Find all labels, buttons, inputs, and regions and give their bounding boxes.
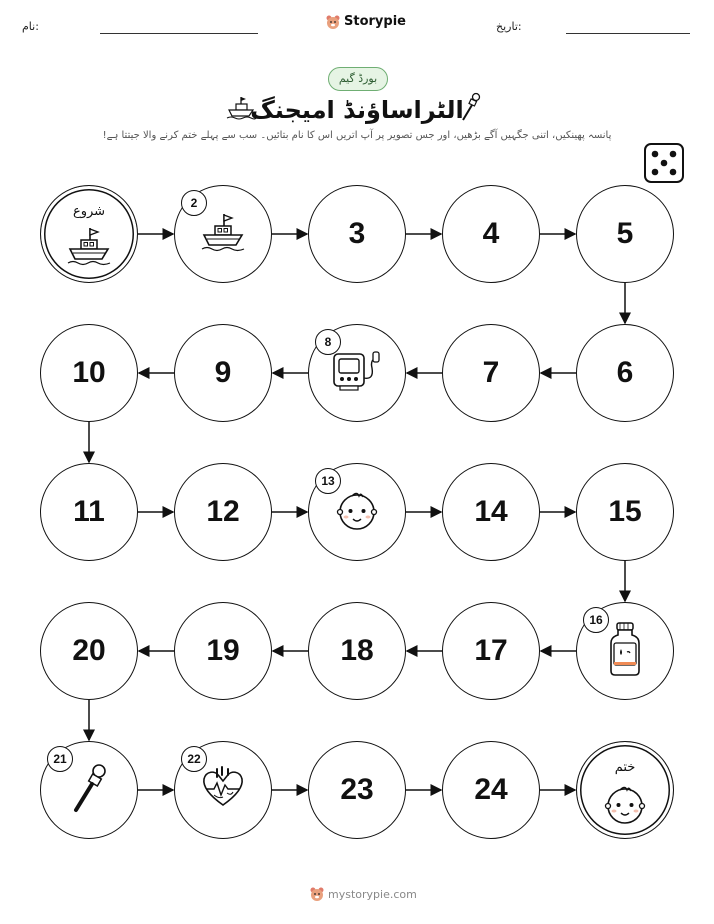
board-space-12 [174,463,272,561]
space-number: 17 [474,634,508,667]
board-space-3 [308,185,406,283]
board-space-24 [442,741,540,839]
space-number-badge: 13 [315,468,341,494]
baby-face-icon [335,488,379,536]
board-space-6 [576,324,674,422]
date-label: تاریخ: [496,20,522,33]
board-space-9 [174,324,272,422]
board-space-18 [308,602,406,700]
space-number-badge: 16 [583,607,609,633]
board-space-22 [174,741,272,839]
space-number: 23 [340,773,374,806]
space-number: 19 [206,634,240,667]
board-space-19 [174,602,272,700]
board-space-13 [308,463,406,561]
board-space-14 [442,463,540,561]
space-number: 9 [214,356,232,389]
board-space-11 [40,463,138,561]
board-space-20 [40,602,138,700]
space-number-badge: 22 [181,746,207,772]
finish-space [576,741,674,839]
bear-icon [310,887,324,901]
board-space-10 [40,324,138,422]
board-space-23 [308,741,406,839]
space-number: 5 [616,217,634,250]
footer [310,887,417,901]
board-space-8 [308,324,406,422]
space-number: 4 [482,217,500,250]
space-number: 12 [206,495,240,528]
space-number-badge: 8 [315,329,341,355]
finish-label: ختم [614,760,636,775]
space-number: 24 [474,773,508,806]
board-space-5 [576,185,674,283]
ultrasound-probe-icon [69,762,109,818]
instructions: پانسہ پھینکیں، اتنی جگہیں آگے بڑھیں، اور جس تصویر پر آپ اتریں اس کا نام بتائیں۔ سب سے پہلے ختم کرنے والا جیتتا ہے! [102,130,612,141]
board-space-16 [576,602,674,700]
brand-name: Storypie [344,14,406,29]
space-number: 10 [72,356,106,389]
space-number-badge: 2 [181,190,207,216]
start-label: شروع [72,204,106,219]
boat-icon [200,212,246,256]
board-space-21 [40,741,138,839]
gel-bottle-icon [608,621,642,681]
space-number: 7 [482,356,500,389]
space-number: 6 [616,356,634,389]
space-number: 3 [348,217,366,250]
ultrasound-machine-icon [330,348,384,398]
space-number: 11 [73,495,105,528]
board-game-badge: بورڈ گیم [328,67,388,91]
space-number: 14 [474,495,508,528]
board-space-7 [442,324,540,422]
board-space-17 [442,602,540,700]
name-label: نام: [22,20,39,33]
board-space-4 [442,185,540,283]
heart-icon [200,765,246,815]
board-space-2 [174,185,272,283]
page-title: الٹراساؤنڈ امیجنگ [250,96,464,124]
space-number: 18 [340,634,374,667]
space-number: 20 [72,634,106,667]
board-space-15 [576,463,674,561]
footer-url[interactable]: mystorypie.com [328,887,417,901]
boat-icon [66,226,112,270]
start-space [40,185,138,283]
baby-face-icon [603,782,647,830]
space-number-badge: 21 [47,746,73,772]
space-number: 15 [608,495,642,528]
